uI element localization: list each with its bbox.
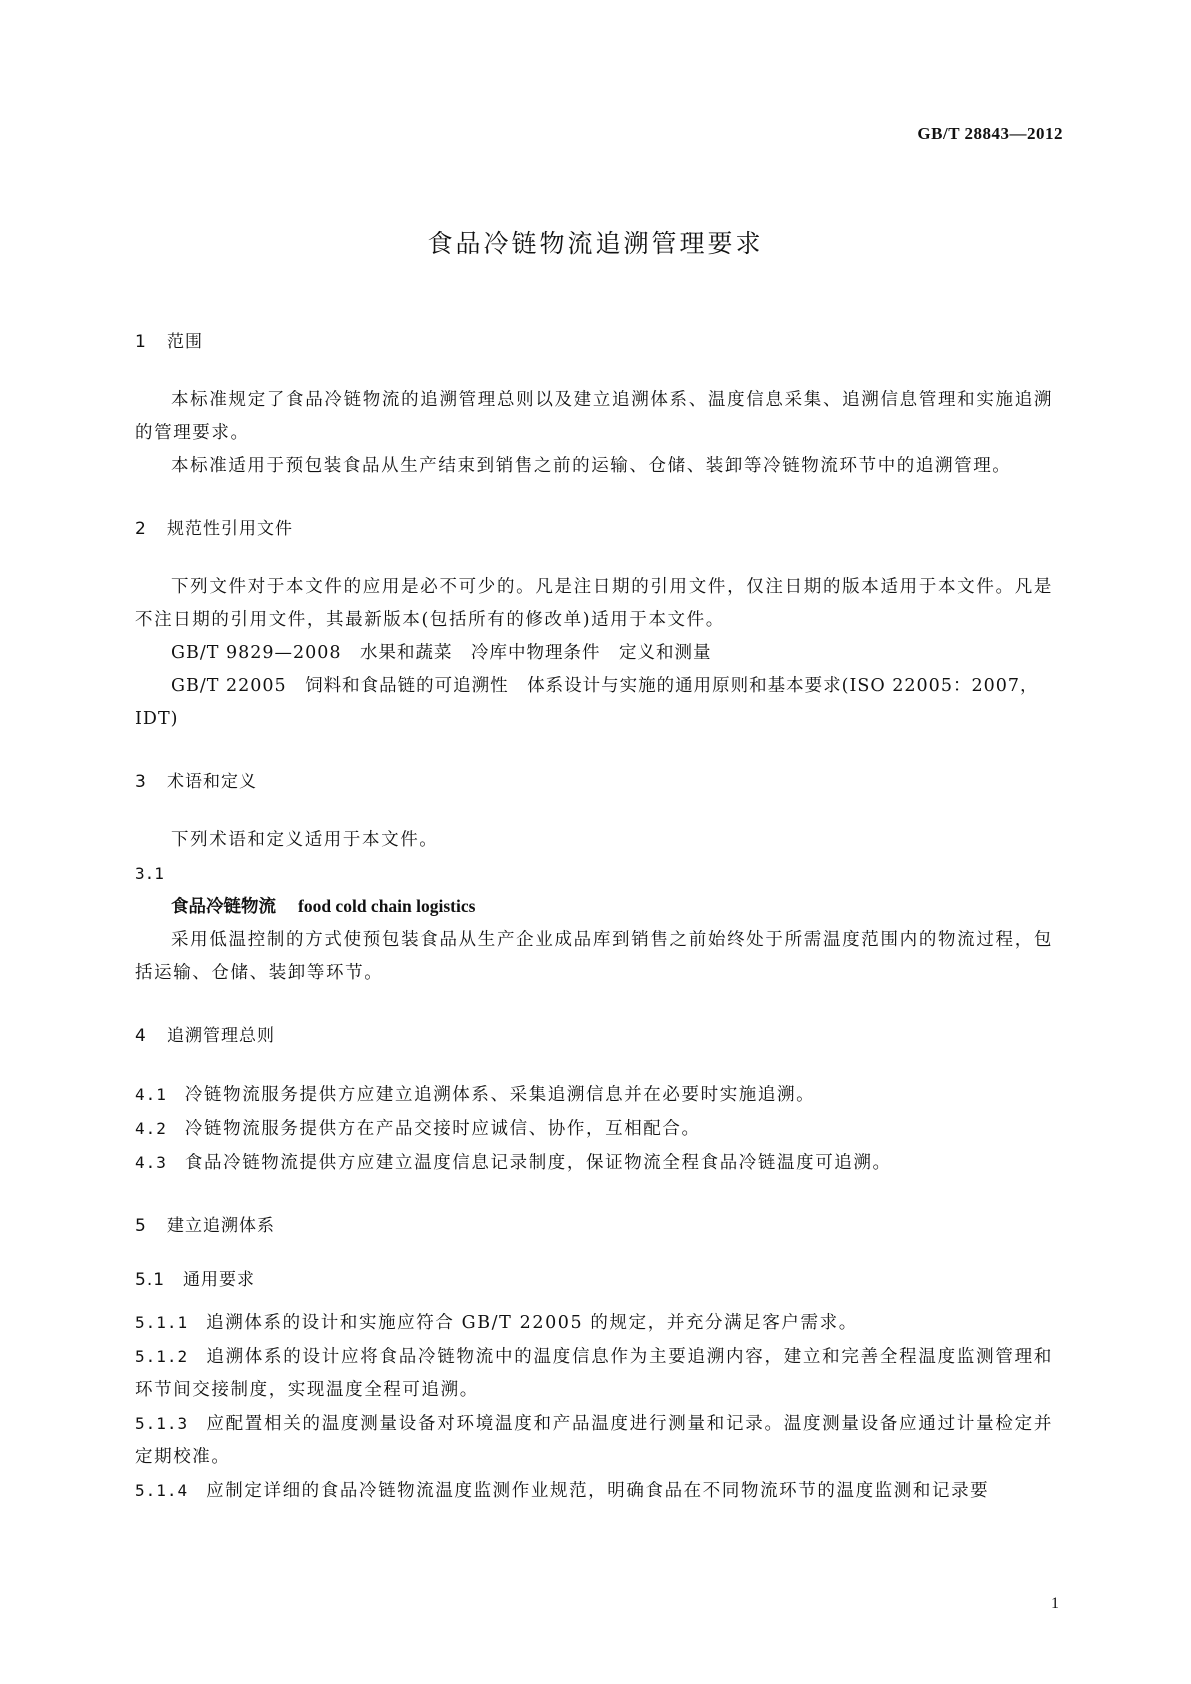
section-number: 5 <box>135 1216 147 1236</box>
term-entry <box>135 890 1053 924</box>
section-title: 术语和定义 <box>167 772 257 792</box>
clause <box>135 1146 1053 1180</box>
clause-number: 5.1.2 <box>135 1347 189 1366</box>
clause-text: 应制定详细的食品冷链物流温度监测作业规范，明确食品在不同物流环节的温度监测和记录要 <box>206 1481 990 1501</box>
section-title: 建立追溯体系 <box>167 1216 275 1236</box>
clause-text: 冷链物流服务提供方在产品交接时应诚信、协作，互相配合。 <box>184 1119 701 1139</box>
clause <box>135 1340 1053 1407</box>
term-number: 3.1 <box>135 864 164 883</box>
document-body <box>135 330 1053 1508</box>
paragraph: 本标准规定了食品冷链物流的追溯管理总则以及建立追溯体系、温度信息采集、追溯信息管理和实施追溯的管理要求。 <box>135 390 1053 443</box>
normative-reference: GB/T 22005 饲料和食品链的可追溯性 体系设计与实施的通用原则和基本要求(ISO 22005：2007，IDT) <box>135 676 1039 729</box>
subsection-title: 通用要求 <box>183 1270 255 1290</box>
clause-text: 冷链物流服务提供方应建立追溯体系、采集追溯信息并在必要时实施追溯。 <box>184 1085 816 1105</box>
clause-number: 5.1.4 <box>135 1481 189 1500</box>
section-title: 规范性引用文件 <box>167 519 293 539</box>
clause <box>135 1112 1053 1146</box>
clause <box>135 1407 1053 1474</box>
subsection-number: 5.1 <box>135 1270 166 1290</box>
section-heading-2 <box>135 517 1053 541</box>
clause-text: 应配置相关的温度测量设备对环境温度和产品温度进行测量和记录。温度测量设备应通过计量检定并定期校准。 <box>135 1414 1053 1467</box>
clause <box>135 1078 1053 1112</box>
section-number: 1 <box>135 332 147 352</box>
section-heading-4 <box>135 1024 1053 1048</box>
section-heading-5 <box>135 1214 1053 1238</box>
paragraph: 本标准适用于预包装食品从生产结束到销售之前的运输、仓储、装卸等冷链物流环节中的追溯管理。 <box>171 456 1012 476</box>
paragraph: 下列文件对于本文件的应用是必不可少的。凡是注日期的引用文件，仅注日期的版本适用于本文件。凡是不注日期的引用文件，其最新版本(包括所有的修改单)适用于本文件。 <box>135 577 1053 630</box>
term-definition: 采用低温控制的方式使预包装食品从生产企业成品库到销售之前始终处于所需温度范围内的物流过程，包括运输、仓储、装卸等环节。 <box>135 930 1053 983</box>
section-number: 3 <box>135 772 147 792</box>
clause-number: 5.1.1 <box>135 1313 189 1332</box>
section-number: 2 <box>135 519 147 539</box>
clause-number: 4.3 <box>135 1153 167 1172</box>
section-title: 范围 <box>167 332 203 352</box>
standard-code: GB/T 28843—2012 <box>917 124 1063 143</box>
clause <box>135 1306 1053 1340</box>
clause <box>135 1474 1053 1508</box>
clause-number: 4.1 <box>135 1085 167 1104</box>
clause-text: 追溯体系的设计和实施应符合 GB/T 22005 的规定，并充分满足客户需求。 <box>206 1313 858 1333</box>
clause-text: 追溯体系的设计应将食品冷链物流中的温度信息作为主要追溯内容，建立和完善全程温度监测管理和环节间交接制度，实现温度全程可追溯。 <box>135 1347 1053 1400</box>
term-english: food cold chain logistics <box>298 896 476 916</box>
document-title: 食品冷链物流追溯管理要求 <box>427 229 764 258</box>
clause-number: 4.2 <box>135 1119 167 1138</box>
clause-number: 5.1.3 <box>135 1414 189 1433</box>
page-number: 1 <box>1051 1595 1059 1612</box>
section-title: 追溯管理总则 <box>167 1026 275 1046</box>
normative-reference: GB/T 9829—2008 水果和蔬菜 冷库中物理条件 定义和测量 <box>171 643 712 663</box>
term-chinese: 食品冷链物流 <box>171 897 276 917</box>
section-number: 4 <box>135 1026 147 1046</box>
paragraph: 下列术语和定义适用于本文件。 <box>171 830 439 850</box>
section-heading-1 <box>135 330 1053 354</box>
section-heading-3 <box>135 770 1053 794</box>
subsection-heading <box>135 1268 1053 1292</box>
clause-text: 食品冷链物流提供方应建立温度信息记录制度，保证物流全程食品冷链温度可追溯。 <box>184 1153 892 1173</box>
